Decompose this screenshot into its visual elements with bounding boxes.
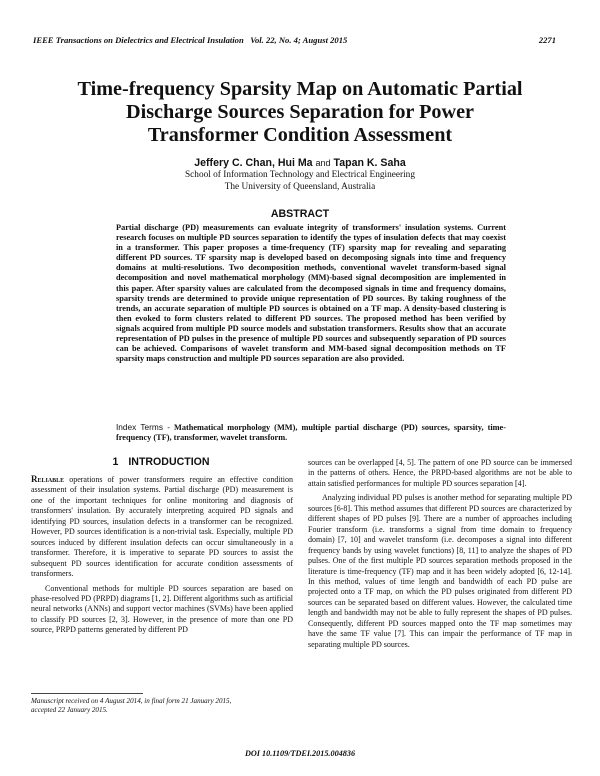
intro-paragraph-1 [31, 474, 293, 580]
intro-paragraph-3: Analyzing individual PD pulses is another method for separating multiple PD sources [6-8]. This method assumes that different PD sources are characterized by different shapes of PD pulses [9]. There are a number of approaches including Fourier transform (i.e. transforms a signal from time domain to frequency domain) [7, 10] and wavelet transform (i.e. decomposes a signal into different frequency bands by using wavelet functions) [8, 11] to analyze the shapes of PD pulses. One of the first multiple PD sources separation methods proposed in the literature is time-frequency (TF) map and it has been widely adopted [6, 12-14]. In this method, values of time length and bandwidth of each PD pulse are projected onto a TF map, on which the PD pulses originated from different PD sources can be separated based on different values. However, the calculated time length and bandwidth may not be able to fully represent the shapes of PD pulses. Consequently, different PD sources mapped onto the TF map sometimes may have the same TF value [7]. This can impair the performance of TF map in separating multiple PD sources. [308, 493, 572, 649]
left-column [31, 474, 293, 636]
title-line-1: Time-frequency Sparsity Map on Automatic Partial [77, 78, 523, 100]
affiliation-line-2: The University of Queensland, Australia [224, 182, 376, 192]
running-header-journal [33, 35, 347, 45]
footnote-rule [31, 693, 143, 694]
author-conjunction: and [315, 158, 331, 168]
index-terms-label: Index Terms - [116, 422, 170, 432]
abstract-body: Partial discharge (PD) measurements can evaluate integrity of transformers' insulation systems. Current research focuses on multiple PD sources separation to identify the types of insulation defects that may coexist in a transformer. This paper proposes a time-frequency (TF) sparsity map for revealing and separating different PD sources. TF sparsity map is developed based on decomposing signals into time and frequency domains at multi-resolutions. Two decomposition methods, conventional wavelet transform-based signal decomposition and novel mathematical morphology (MM)-based signal decomposition are implemented in this paper. After sparsity values are calculated from the decomposed signals in time and frequency domains, sparsity trends are determined to provide unique representation of PD sources. By taking roughness of the trends, an accurate separation of multiple PD sources is obtained on a TF map. A density-based clustering is then evoked to form clusters related to different PD sources. The proposed method has been verified by signals acquired from multiple PD source models and substation transformers. Results show that an accurate representation of PD pulses in the presence of multiple PD sources and subsequently separation of PD sources can be achieved. Comparisons of wavelet transform and MM-based signal decomposition methods on TF sparsity maps construction and multiple PD sources separation are also provided. [116, 223, 506, 364]
abstract-heading: ABSTRACT [270, 208, 330, 220]
lead-word: Reliable [31, 474, 65, 484]
affiliation-line-1: School of Information Technology and Electrical Engineering [185, 170, 415, 180]
paper-title [40, 78, 560, 147]
section-title: INTRODUCTION [128, 456, 210, 468]
author-names: Jeffery C. Chan, Hui Ma [194, 157, 313, 169]
title-line-2: Discharge Sources Separation for Power [126, 101, 474, 123]
index-terms [116, 422, 506, 444]
intro-paragraph-2: Conventional methods for multiple PD sources separation are based on phase-resolved PD (PRPD) diagrams [1, 2]. Different algorithms such as artificial neural networks (ANNs) and support vector machines (SVMs) have been applied to classify PD sources [2, 3]. However, in the presence of more than one PD source, PRPD patterns generated by different PD [31, 583, 294, 635]
footnote-line-1: Manuscript received on 4 August 2014, in final form 21 January 2015, [31, 697, 232, 705]
section-number: 1 [112, 456, 119, 468]
footnote-line-2: accepted 22 January 2015. [31, 706, 108, 714]
intro-paragraph-1-text: operations of power transformers require an effective condition assessment of their insulation systems. Partial discharge (PD) measurement is one of the important techniques for online monitoring and diagnosis of transformers' insulation. By accurately interpreting acquired PD signals and identifying PD sources, insulation defects in a transformer can be recognized. However, PD sources identification is a non-trivial task. Especially, multiple PD sources induced by different insulation defects can occur simultaneously in a transformer. Therefore, it is imperative to separate PD sources to assist the subsequent PD sources identification for accurate condition assessments of transformers. [31, 475, 293, 579]
intro-paragraph-continued: sources can be overlapped [4, 5]. The pattern of one PD source can be immersed in the patterns of others. Hence, the PRPD-based algorithms are not be able to attain satisfied performances for multiple PD sources separation [4]. [308, 458, 572, 488]
right-column [308, 458, 572, 650]
index-terms-list: Mathematical morphology (MM), multiple partial discharge (PD) sources, sparsity, time-frequency (TF), transformer, wavelet transform. [116, 423, 507, 443]
title-line-3: Transformer Condition Assessment [147, 124, 453, 146]
page-number: 2271 [538, 35, 556, 45]
journal-volume: Vol. 22, No. 4; August 2015 [250, 35, 348, 45]
doi-footer: DOI 10.1109/TDEI.2015.004836 [244, 749, 356, 758]
author-list [0, 157, 600, 169]
footnote [31, 697, 293, 715]
journal-name: IEEE Transactions on Dielectrics and Electrical Insulation [33, 35, 244, 45]
author-last: Tapan K. Saha [333, 157, 406, 169]
section-heading [30, 456, 292, 468]
